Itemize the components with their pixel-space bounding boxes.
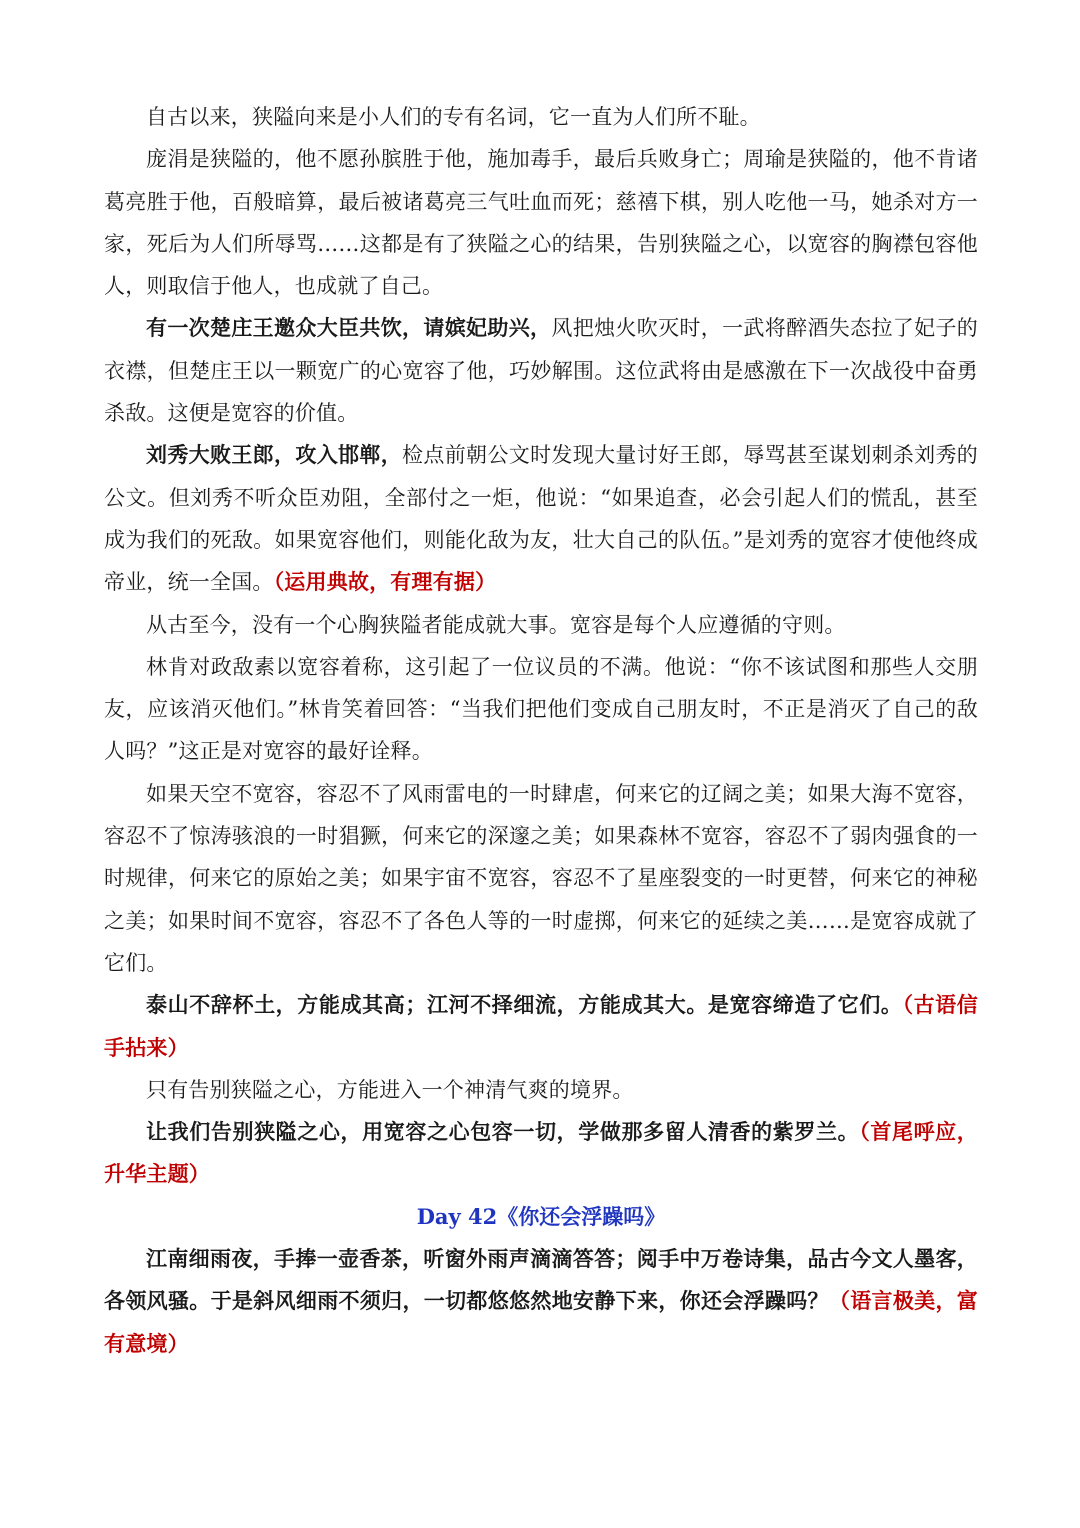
paragraph-bold-lead: 有一次楚庄王邀众大臣共饮，请嫔妃助兴，: [146, 315, 552, 341]
paragraph-text: 只有告别狭隘之心，方能进入一个神清气爽的境界。: [146, 1077, 634, 1102]
paragraph-text: 林肯对政敌素以宽容着称，这引起了一位议员的不满。他说：“你不该试图和那些人交朋友，应该消灭他们。”林肯笑着回答：“当我们把他们变成自己朋友时，不正是消灭了自己的敌人吗？”这正是对宽容的最好诠释。: [104, 654, 978, 764]
paragraph-chuzhuangwang: [104, 307, 978, 434]
section-title: Day 42《你还会浮躁吗》: [416, 1203, 666, 1229]
paragraph-tiankong: [104, 773, 978, 984]
paragraph-linken: [104, 646, 978, 773]
paragraph-text: 自古以来，狭隘向来是小人们的专有名词，它一直为人们所不耻。: [146, 105, 761, 129]
document-page: [104, 96, 978, 1365]
paragraph-conclusion: [104, 1111, 978, 1196]
paragraph-text: 风把烛火吹灭时，一武将醉酒失态拉了妃子的衣襟，但楚庄王以一颗宽广的心宽容了他，巧妙解围。这位武将由是感激在下一次战役中奋勇杀敌。这便是宽容的价值。: [104, 316, 978, 426]
paragraph-text: 检点前朝公文时发现大量讨好王郎，辱骂甚至谋划刺杀刘秀的公文。但刘秀不听众臣劝阻，全部付之一炬，他说：“如果追查，必会引起人们的慌乱，甚至成为我们的死敌。如果宽容他们，则能化敌为友，壮大自己的队伍。”是刘秀的宽容才使他终成帝业，统一全国。: [104, 443, 978, 595]
paragraph-zhiyou: [104, 1069, 978, 1111]
annotation-note: （运用典故，有理有据）: [273, 569, 497, 595]
paragraph-taishan: [104, 984, 978, 1069]
paragraph-text: 如果天空不宽容，容忍不了风雨雷电的一时肆虐，何来它的辽阔之美；如果大海不宽容，容忍不了惊涛骇浪的一时猖獗，何来它的深邃之美；如果森林不宽容，容忍不了弱肉强食的一时规律，何来它的原始之美；如果宇宙不宽容，容忍不了星座裂变的一时更替，何来它的神秘之美；如果时间不宽容，容忍不了各色人等的一时虚掷，何来它的延续之美……是宽容成就了它们。: [104, 781, 978, 975]
paragraph-bold-lead: 让我们告别狭隘之心，用宽容之心包容一切，学做那多留人清香的紫罗兰。: [146, 1119, 860, 1145]
paragraph-bold-lead: 刘秀大败王郎，攻入邯郸，: [146, 442, 403, 468]
annotation-note: （语言极美，富有意境）: [104, 1288, 978, 1356]
paragraph-pangjuan: [104, 138, 978, 307]
annotation-note: （古语信手拈来）: [104, 992, 978, 1060]
paragraph-bold-lead: 江南细雨夜，手捧一壶香茶，听窗外雨声滴滴答答；阅手中万卷诗集，品古今文人墨客，各领风骚。于是斜风细雨不须归，一切都悠悠然地安静下来，你还会浮躁吗？: [104, 1246, 978, 1314]
paragraph-liuxiu: [104, 434, 978, 603]
paragraph-bold-lead: 泰山不辞杯土，方能成其高；江河不择细流，方能成其大。是宽容缔造了它们。: [146, 992, 903, 1018]
paragraph-text: 庞涓是狭隘的，他不愿孙膑胜于他，施加毒手，最后兵败身亡；周瑜是狭隘的，他不肯诸葛亮胜于他，百般暗算，最后被诸葛亮三气吐血而死；慈禧下棋，别人吃他一马，她杀对方一家，死后为人们所辱骂……这都是有了狭隘之心的结果，告别狭隘之心，以宽容的胸襟包容他人，则取信于他人，也成就了自己。: [104, 147, 978, 299]
paragraph-conggu: [104, 604, 978, 646]
paragraph-intro: [104, 96, 978, 138]
paragraph-text: 从古至今，没有一个心胸狭隘者能成就大事。宽容是每个人应遵循的守则。: [146, 612, 846, 637]
annotation-note: （首尾呼应，升华主题）: [104, 1119, 978, 1187]
paragraph-jiangnan: [104, 1238, 978, 1365]
